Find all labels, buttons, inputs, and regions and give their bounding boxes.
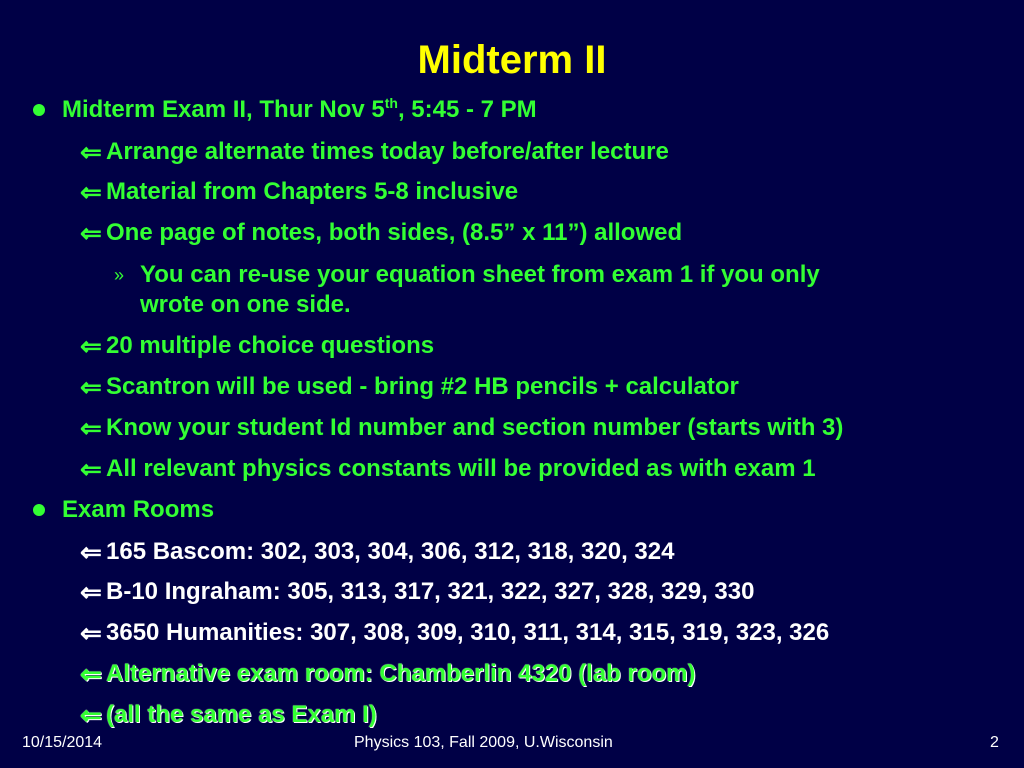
sub-item — [80, 331, 434, 361]
room-item — [80, 537, 674, 567]
footer-course: Physics 103, Fall 2009, U.Wisconsin — [354, 734, 613, 751]
room-text: 3650 Humanities: 307, 308, 309, 310, 311, 314, 315, 319, 323, 326 — [106, 619, 830, 646]
sub-item — [80, 177, 518, 207]
sub-item-text: One page of notes, both sides, (8.5” x 11”) allowed — [106, 219, 683, 246]
bullet-midterm-time: , 5:45 - 7 PM — [397, 96, 537, 123]
bullet-midterm-sup: th — [384, 95, 398, 111]
alt-room-item — [80, 700, 377, 730]
sub-item-text: Know your student Id number and section number (starts with 3) — [106, 414, 844, 441]
sub-item-text: All relevant physics constants will be provided as with exam 1 — [106, 455, 816, 482]
double-left-arrow-icon: ⇐ — [80, 137, 102, 167]
double-left-arrow-icon: ⇐ — [80, 618, 102, 648]
alt-room-item — [80, 659, 696, 689]
double-left-arrow-icon: ⇐ — [80, 659, 102, 689]
slide-title: Midterm II — [417, 38, 607, 82]
bullet-exam-rooms: Exam Rooms — [62, 496, 215, 523]
sub-item — [80, 413, 843, 443]
bullet-dot — [33, 504, 45, 516]
double-left-arrow-icon: ⇐ — [80, 577, 102, 607]
subsub-line-1: You can re-use your equation sheet from exam 1 if you only — [140, 261, 820, 288]
double-left-arrow-icon: ⇐ — [80, 700, 102, 730]
double-left-arrow-icon: ⇐ — [80, 218, 102, 248]
sub-item-text: Material from Chapters 5-8 inclusive — [106, 178, 519, 205]
room-text: B-10 Ingraham: 305, 313, 317, 321, 322, 327, 328, 329, 330 — [106, 578, 755, 605]
sub-item-text: Arrange alternate times today before/after lecture — [106, 138, 669, 165]
alt-room-text: Alternative exam room: Chamberlin 4320 (lab room) — [106, 660, 696, 687]
subsub-line-2: wrote on one side. — [140, 291, 351, 318]
sub-item-text: 20 multiple choice questions — [106, 332, 435, 359]
footer-page-number: 2 — [990, 734, 999, 751]
room-item — [80, 618, 829, 648]
double-left-arrow-icon: ⇐ — [80, 413, 102, 443]
sub-item-text: Scantron will be used - bring #2 HB pencils + calculator — [106, 373, 739, 400]
double-left-arrow-icon: ⇐ — [80, 537, 102, 567]
sub-item — [80, 372, 739, 402]
footer-date: 10/15/2014 — [22, 734, 103, 751]
sub-item — [80, 218, 682, 248]
bullet-dot — [33, 104, 45, 116]
bullet-midterm-text: Midterm Exam II, Thur Nov 5 — [62, 96, 385, 123]
sub-item — [80, 454, 816, 484]
raquo-marker: » — [114, 265, 125, 285]
double-left-arrow-icon: ⇐ — [80, 177, 102, 207]
double-left-arrow-icon: ⇐ — [80, 372, 102, 402]
room-text: 165 Bascom: 302, 303, 304, 306, 312, 318, 320, 324 — [106, 538, 675, 565]
double-left-arrow-icon: ⇐ — [80, 331, 102, 361]
alt-room-text: (all the same as Exam I) — [106, 701, 377, 728]
double-left-arrow-icon: ⇐ — [80, 454, 102, 484]
room-item — [80, 577, 754, 607]
bullet-midterm-exam — [62, 95, 537, 125]
sub-item — [80, 137, 669, 167]
